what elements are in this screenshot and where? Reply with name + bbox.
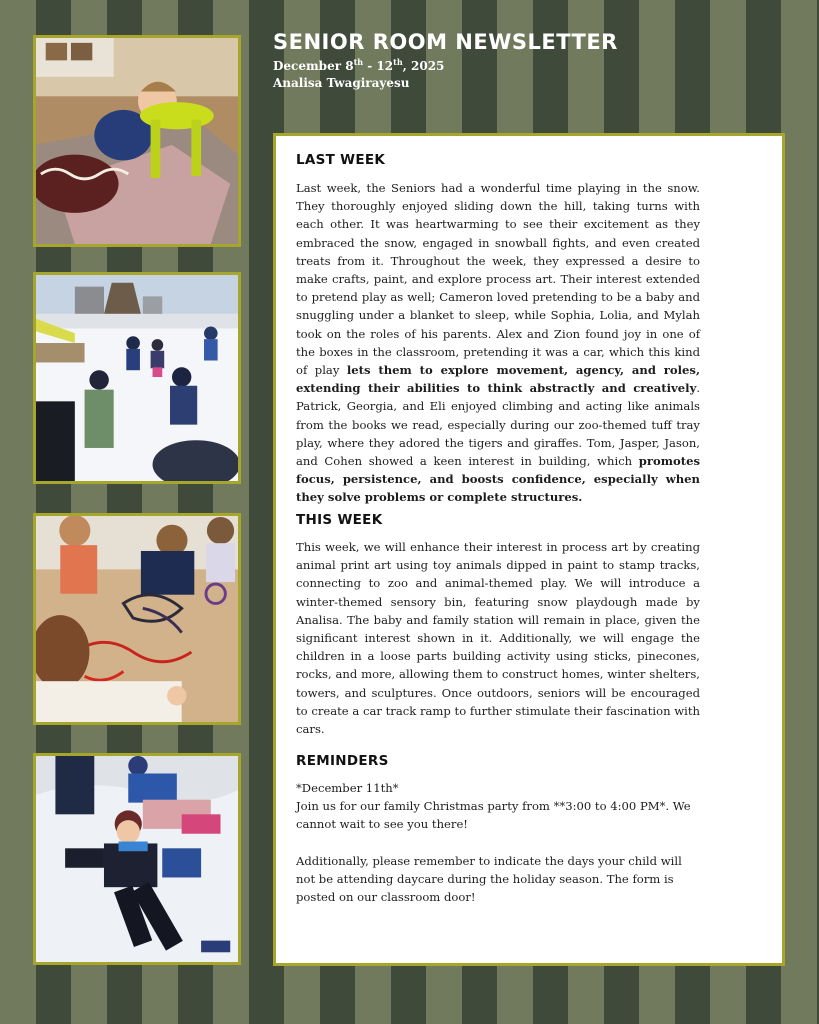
newsletter-content-card bbox=[273, 133, 785, 966]
last-week-heading: LAST WEEK bbox=[296, 152, 386, 168]
newsletter-title: SENIOR ROOM NEWSLETTER bbox=[273, 30, 618, 54]
this-week-heading: THIS WEEK bbox=[296, 512, 383, 528]
children-lying-in-snow-photo bbox=[33, 753, 241, 965]
newsletter-date: December 8th - 12th, 2025 bbox=[273, 57, 445, 73]
reminder-spacer bbox=[296, 834, 700, 852]
newsletter-author: Analisa Twagirayesu bbox=[273, 76, 410, 90]
children-playing-in-snow-photo bbox=[33, 272, 241, 484]
reminder-holiday: Additionally, please remember to indicate the days your child will not be attending daycare during the holiday season. The form is posted on our classroom door! bbox=[296, 853, 682, 905]
child-resting-on-stool-photo bbox=[33, 35, 241, 247]
children-painting-photo bbox=[33, 513, 241, 725]
last-week-text: Last week, the Seniors had a wonderful time playing in the snow. They thoroughly enjoyed sliding down the hill, taking turns with each other. It was heartwarming to see their excitement as they embraced the snow, engaged in snowball fights, and even created treats from it. Throughout the week, they expressed a desire to make crafts, paint, and explore process art. Their interest extended to pretend play as well; Cameron loved pretending to be a baby and snuggling under a blanket to sleep, while Sophia, Lolia, and Mylah took on the roles of his parents. Alex and Zion found joy in one of the boxes in the classroom, pretending it was a car, which this kind of play lets them to explore movement, agency, and roles, extending their abilities to think abstractly and creatively. Patrick, Georgia, and Eli enjoyed climbing and acting like animals from the books we read, especially during our zoo-themed tuff tray play, where they adored the tigers and giraffes. Tom, Jasper, Jason, and Cohen showed a keen interest in building, which promotes focus, persistence, and boosts confidence, especially when they solve problems or complete structures. bbox=[296, 181, 700, 505]
reminder-party: Join us for our family Christmas party from **3:00 to 4:00 PM*. We cannot wait to see you there! bbox=[296, 799, 691, 832]
reminder-date: *December 11th* bbox=[296, 781, 399, 795]
this-week-text: This week, we will enhance their interest in process art by creating animal print art using toy animals dipped in paint to stamp tracks, connecting to zoo and animal-themed play. We will introduce a winter-themed sensory bin, featuring snow playdough made by Analisa. The baby and family station will remain in place, given the significant interest shown in it. Additionally, we will engage the children in a loose parts building activity using sticks, pinecones, rocks, and more, allowing them to construct homes, winter shelters, towers, and sculptures. Once outdoors, seniors will be encouraged to create a car track ramp to further stimulate their fascination with cars. bbox=[296, 540, 700, 737]
reminders-heading: REMINDERS bbox=[296, 753, 389, 769]
newsletter-header bbox=[273, 30, 618, 90]
reminders-text bbox=[296, 779, 700, 906]
